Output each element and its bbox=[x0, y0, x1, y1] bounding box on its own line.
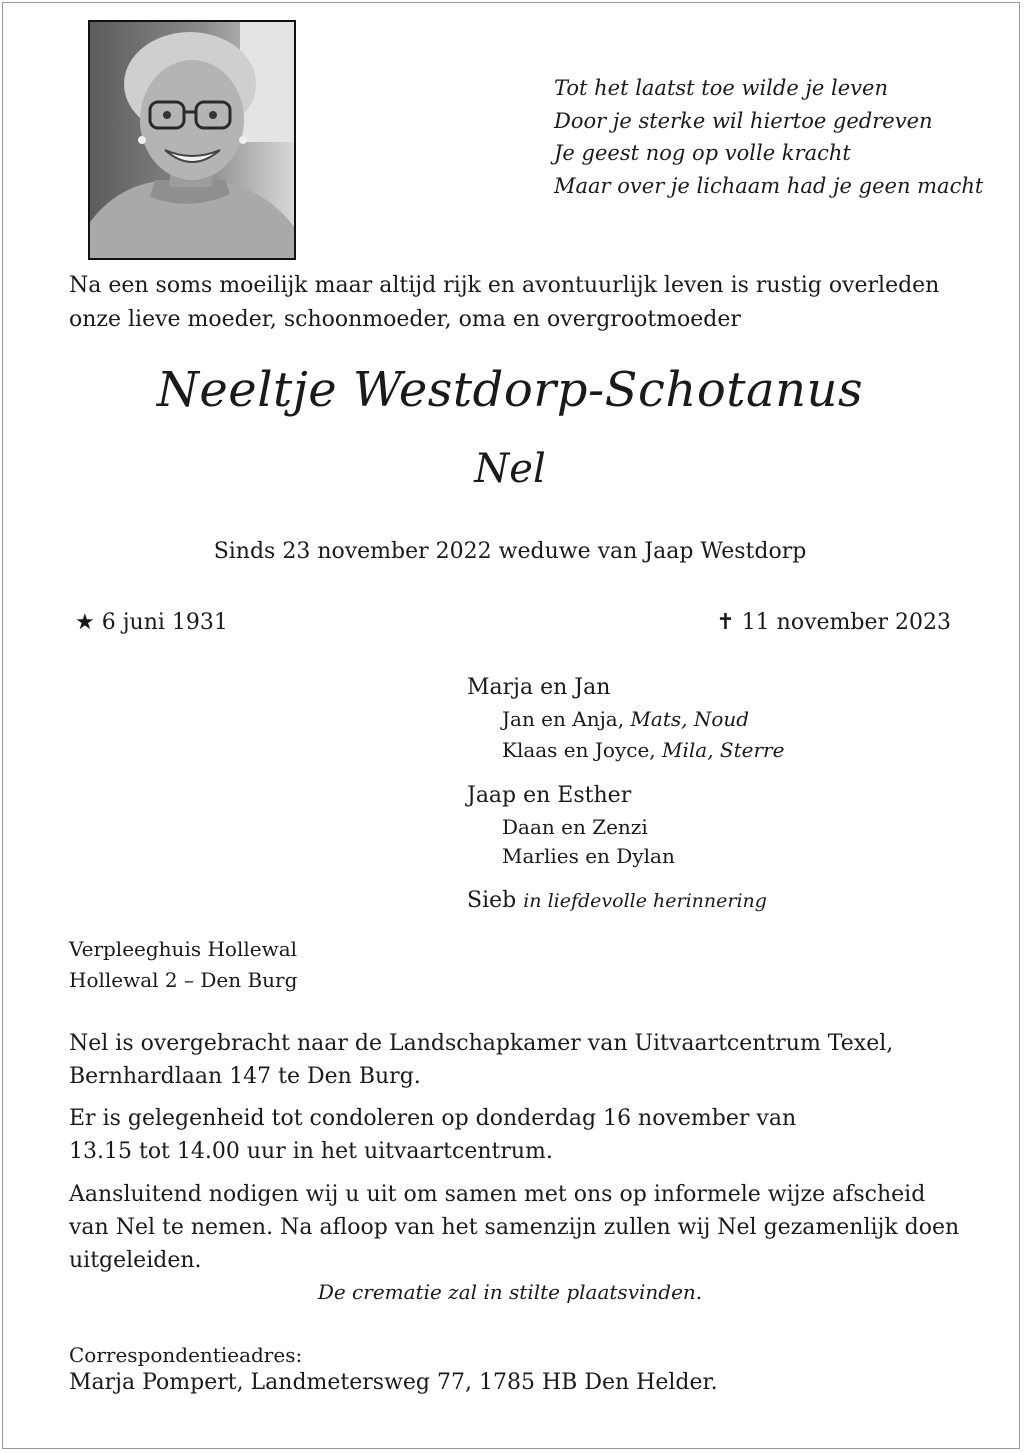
portrait-photo bbox=[88, 20, 296, 260]
paragraph-line: van Nel te nemen. Na afloop van het samenzijn zullen wij Nel gezamenlijk doen bbox=[69, 1215, 960, 1240]
family-memorial bbox=[467, 888, 767, 913]
star-icon: ★ bbox=[75, 610, 95, 635]
place-of-death bbox=[69, 934, 297, 996]
intro-line: onze lieve moeder, schoonmoeder, oma en overgrootmoeder bbox=[69, 307, 741, 332]
grandchildren-names: Mats, Noud bbox=[630, 707, 750, 731]
poem-line: Maar over je lichaam had je geen macht bbox=[554, 173, 984, 198]
grandchildren-names: Mila, Sterre bbox=[662, 738, 785, 762]
paragraph-line: Aansluitend nodigen wij u uit om samen met ons op informele wijze afscheid bbox=[69, 1182, 926, 1207]
poem bbox=[554, 72, 983, 202]
death-date bbox=[716, 610, 951, 635]
paragraph-condolence bbox=[69, 1102, 796, 1168]
family-member bbox=[502, 707, 749, 731]
paragraph-transfer bbox=[69, 1027, 893, 1093]
correspondence-address: Marja Pompert, Landmetersweg 77, 1785 HB Den Helder. bbox=[69, 1370, 718, 1395]
correspondence-label: Correspondentieadres: bbox=[69, 1343, 303, 1367]
family-member: Marlies en Dylan bbox=[502, 844, 675, 868]
family-member: Daan en Zenzi bbox=[502, 815, 648, 839]
deceased-nickname: Nel bbox=[474, 446, 546, 492]
paragraph-line: Nel is overgebracht naar de Landschapkamer van Uitvaartcentrum Texel, bbox=[69, 1031, 894, 1056]
birth-date-text: 6 juni 1931 bbox=[101, 610, 228, 635]
address-line: Verpleeghuis Hollewal bbox=[69, 937, 298, 961]
poem-line: Door je sterke wil hiertoe gedreven bbox=[554, 108, 933, 133]
intro-line: Na een soms moeilijk maar altijd rijk en avontuurlijk leven is rustig overleden bbox=[69, 273, 940, 298]
deceased-name: Neeltje Westdorp-Schotanus bbox=[156, 362, 864, 418]
paragraph-line: uitgeleiden. bbox=[69, 1248, 202, 1273]
paragraph-line: Er is gelegenheid tot condoleren op donderdag 16 november van bbox=[69, 1106, 797, 1131]
portrait-image bbox=[90, 22, 294, 258]
cross-icon: ✝ bbox=[716, 610, 735, 635]
family-head: Marja en Jan bbox=[467, 675, 611, 700]
paragraph-line: Bernhardlaan 147 te Den Burg. bbox=[69, 1064, 421, 1089]
family-member bbox=[502, 738, 784, 762]
family-head: Jaap en Esther bbox=[467, 783, 632, 808]
family-names: Klaas en Joyce, bbox=[502, 738, 656, 762]
cremation-note: De crematie zal in stilte plaatsvinden. bbox=[317, 1280, 703, 1304]
death-date-text: 11 november 2023 bbox=[741, 610, 951, 635]
memorial-name: Sieb bbox=[467, 888, 517, 913]
poem-line: Tot het laatst toe wilde je leven bbox=[554, 76, 889, 100]
birth-date bbox=[75, 610, 228, 635]
paragraph-line: 13.15 tot 14.00 uur in het uitvaartcentrum. bbox=[69, 1139, 553, 1164]
poem-line: Je geest nog op volle kracht bbox=[554, 141, 851, 165]
address-line: Hollewal 2 – Den Burg bbox=[69, 968, 298, 992]
intro-text bbox=[69, 269, 939, 337]
widow-line: Sinds 23 november 2022 weduwe van Jaap Westdorp bbox=[213, 539, 807, 564]
paragraph-farewell bbox=[69, 1178, 959, 1277]
family-names: Jan en Anja, bbox=[502, 707, 625, 731]
memorial-note: in liefdevolle herinnering bbox=[523, 890, 767, 912]
